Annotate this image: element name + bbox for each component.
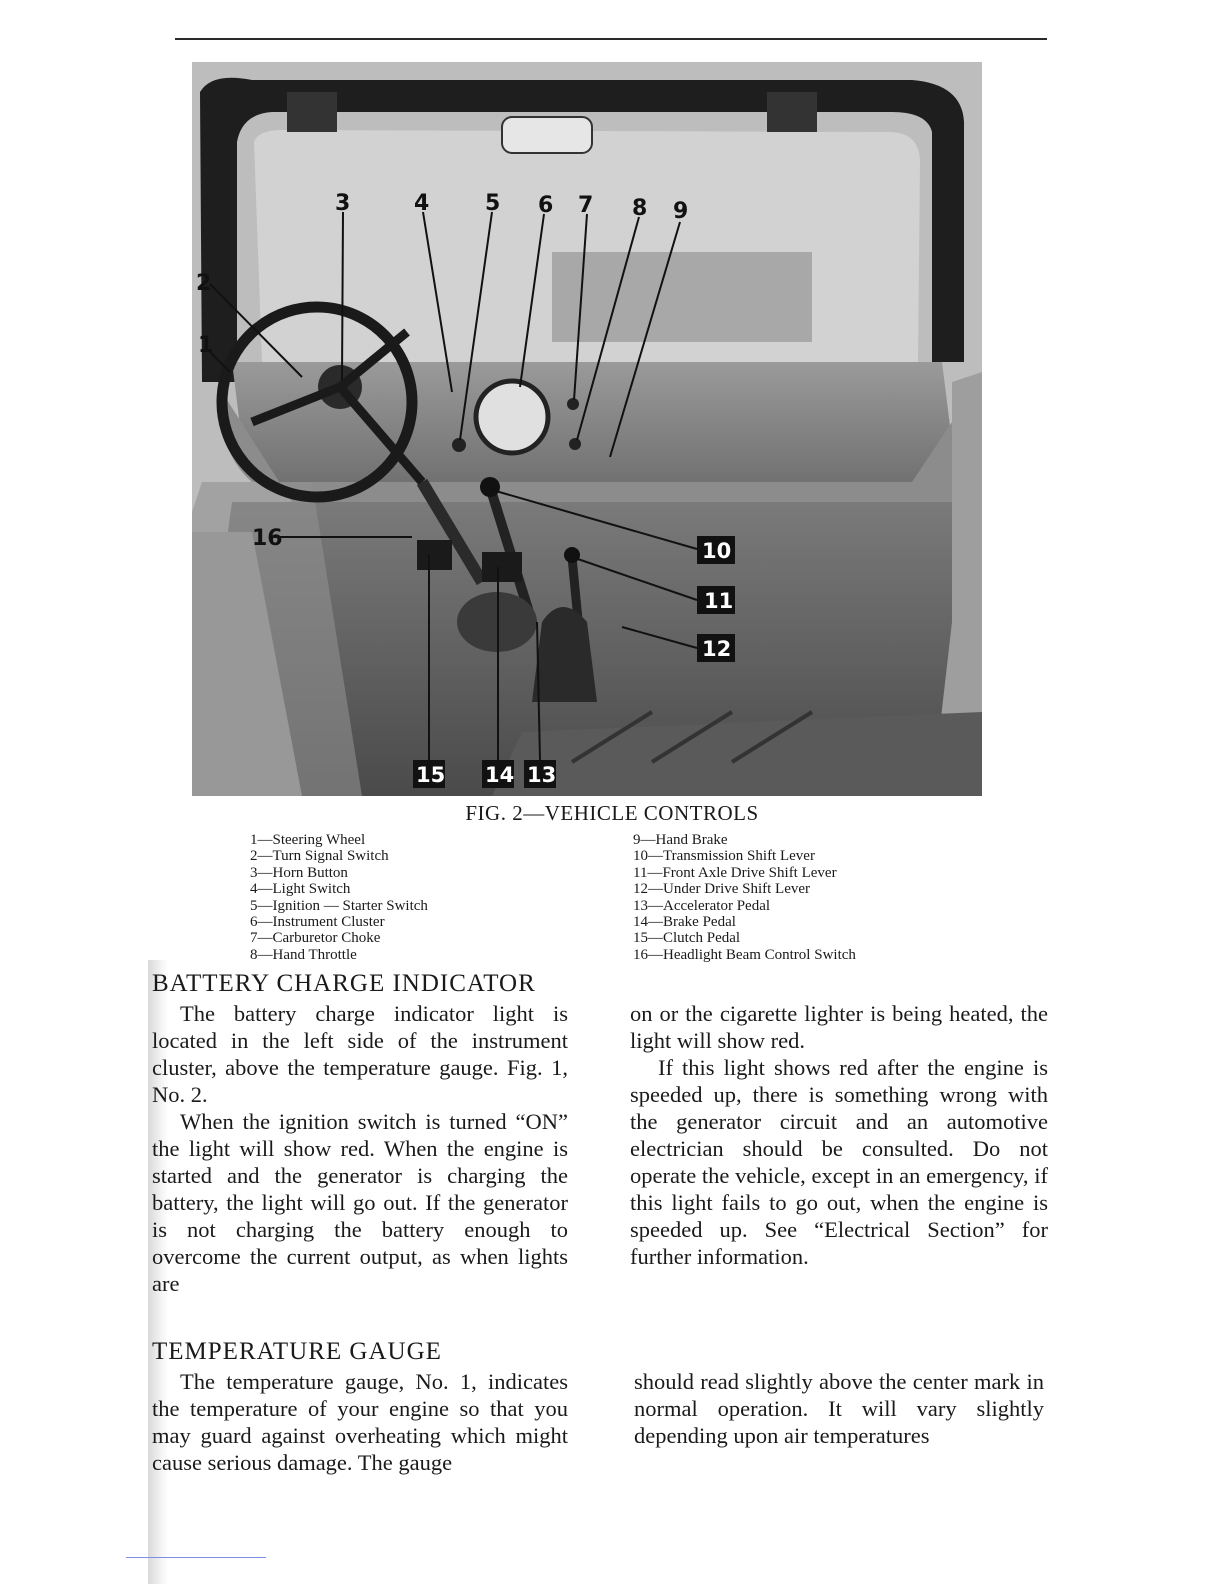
paragraph: The temperature gauge, No. 1, indicates the temperature of your engine so that you may guard against overheating which might cause serious damage. The gauge (152, 1369, 568, 1475)
temperature-right-column (634, 1368, 1044, 1449)
legend-item: 6—Instrument Cluster (250, 914, 385, 931)
legend-item: 3—Horn Button (250, 864, 348, 881)
legend-item: 13—Accelerator Pedal (633, 897, 771, 914)
legend-item: 8—Hand Throttle (250, 946, 357, 963)
legend-item: 2—Turn Signal Switch (250, 848, 389, 865)
callout-14: 14 (485, 763, 515, 787)
callout-3: 3 (335, 191, 351, 216)
legend-item: 12—Under Drive Shift Lever (633, 881, 811, 898)
temperature-left-column (152, 1368, 568, 1476)
legend-item: 14—Brake Pedal (633, 914, 736, 931)
callout-9: 9 (673, 199, 689, 224)
callout-4: 4 (414, 191, 430, 216)
battery-left-column (152, 1000, 568, 1297)
legend-right (633, 832, 856, 963)
legend-item: 7—Carburetor Choke (250, 930, 381, 947)
callout-7: 7 (578, 193, 594, 218)
callout-12: 12 (702, 637, 732, 661)
callout-5: 5 (485, 191, 501, 216)
temperature-heading: TEMPERATURE GAUGE (152, 1338, 442, 1365)
legend-item: 4—Light Switch (250, 881, 351, 898)
paragraph: When the ignition switch is turned “ON” the light will show red. When the engine is started and the generator is charging the battery, the light will go out. If the generator is not charging the battery enough to overcome the current output, as when lights are (152, 1109, 568, 1296)
vehicle-controls-photo (192, 62, 982, 796)
battery-right-column (630, 1000, 1048, 1270)
top-rule (175, 38, 1047, 40)
paragraph: If this light shows red after the engine is speeded up, there is something wrong with the generator circuit and an automotive electrician should be consulted. Do not operate the vehicle, except in an emergency, if this light fails to go out, when the engine is speeded up. See “Electrical Section” for further information. (630, 1055, 1048, 1269)
paragraph: The battery charge indicator light is located in the left side of the instrument cluster, above the temperature gauge. Fig. 1, No. 2. (152, 1001, 568, 1107)
legend-item: 9—Hand Brake (633, 832, 728, 848)
paragraph: should read slightly above the center mark in normal operation. It will vary slightly depending upon air temperatures (634, 1369, 1044, 1448)
callout-2: 2 (196, 271, 212, 296)
bottom-underline (126, 1557, 266, 1558)
legend-item: 16—Headlight Beam Control Switch (633, 946, 856, 963)
callout-8: 8 (632, 196, 648, 221)
callout-13: 13 (527, 763, 557, 787)
callout-6: 6 (538, 193, 554, 218)
callout-15: 15 (416, 763, 446, 787)
callout-1: 1 (198, 333, 214, 358)
legend-item: 11—Front Axle Drive Shift Lever (633, 864, 837, 881)
legend-item: 5—Ignition — Starter Switch (250, 897, 428, 914)
battery-heading: BATTERY CHARGE INDICATOR (152, 970, 536, 997)
legend-left (250, 832, 428, 963)
legend-item: 1—Steering Wheel (250, 832, 366, 848)
callout-11: 11 (704, 589, 734, 613)
callout-16: 16 (252, 526, 283, 551)
paragraph: on or the cigarette lighter is being heated, the light will show red. (630, 1001, 1048, 1053)
legend-item: 10—Transmission Shift Lever (633, 848, 815, 865)
figure-caption: FIG. 2—VEHICLE CONTROLS (465, 801, 759, 825)
legend-item: 15—Clutch Pedal (633, 930, 741, 947)
callout-10: 10 (702, 539, 732, 563)
